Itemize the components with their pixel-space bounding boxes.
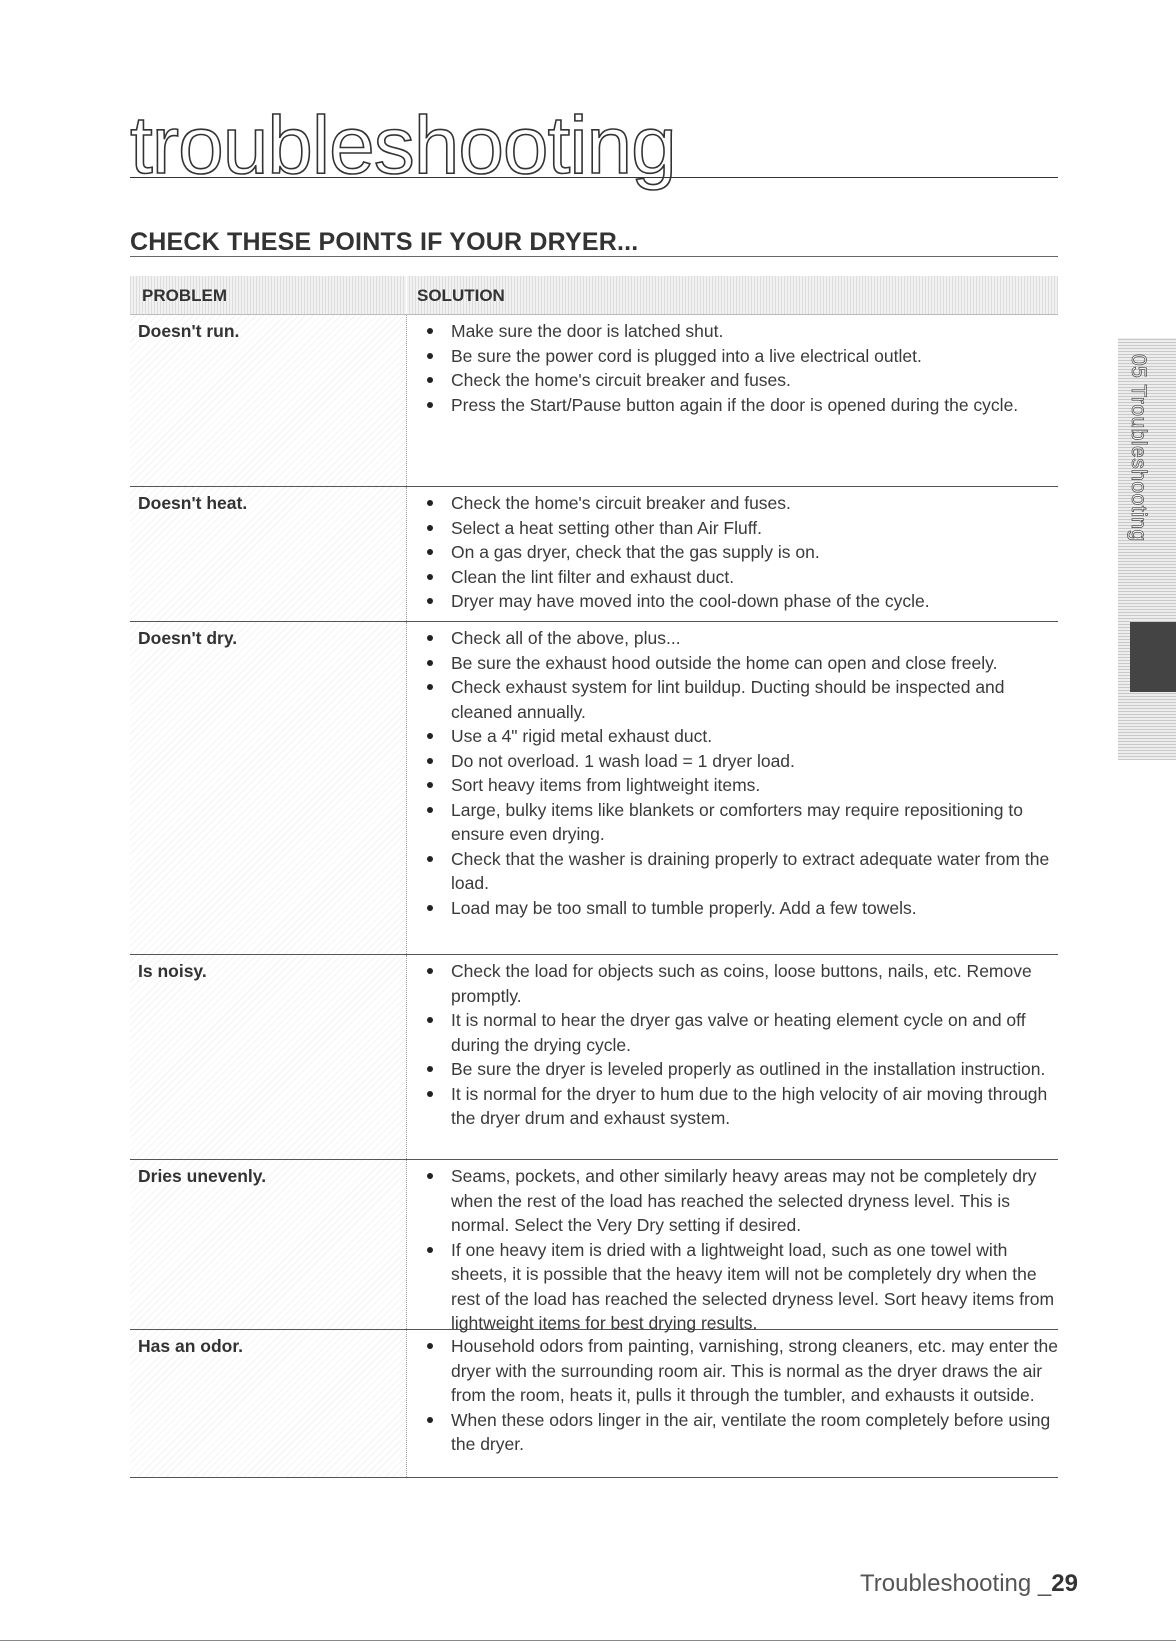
page-footer bbox=[860, 1570, 1078, 1598]
solution-item: Household odors from painting, varnishing, strong cleaners, etc. may enter the dryer with the surrounding room air. This is normal as the dryer draws the air from the room, heats it, pulls it through the tumbler, and exhausts it outside. bbox=[423, 1334, 1058, 1408]
solution-item: If one heavy item is dried with a lightweight load, such as one towel with sheets, it is possible that the heavy item will not be completely dry when the rest of the load has reached the selected dryness level. Sort heavy items from lightweight items for best drying results. bbox=[423, 1238, 1058, 1336]
page-title: troubleshooting bbox=[130, 100, 676, 191]
table-body bbox=[130, 315, 1058, 1478]
solution-list bbox=[423, 319, 1058, 417]
table-row bbox=[130, 1330, 1058, 1478]
solution-item: Be sure the dryer is leveled properly as outlined in the installation instruction. bbox=[423, 1057, 1058, 1082]
table-row bbox=[130, 955, 1058, 1160]
solution-item: Be sure the power cord is plugged into a live electrical outlet. bbox=[423, 344, 1058, 369]
problem-cell: Has an odor. bbox=[130, 1330, 407, 1477]
solution-item: Make sure the door is latched shut. bbox=[423, 319, 1058, 344]
section-heading: CHECK THESE POINTS IF YOUR DRYER... bbox=[130, 228, 639, 256]
solution-item: On a gas dryer, check that the gas supply is on. bbox=[423, 540, 1058, 565]
title-divider bbox=[130, 177, 1058, 178]
section-divider bbox=[130, 256, 1058, 257]
solution-cell bbox=[407, 955, 1058, 1159]
problem-cell: Is noisy. bbox=[130, 955, 407, 1159]
solution-item: Check that the washer is draining properly to extract adequate water from the load. bbox=[423, 847, 1058, 896]
solution-item: It is normal for the dryer to hum due to the high velocity of air moving through the dryer drum and exhaust system. bbox=[423, 1082, 1058, 1131]
page-bottom-rule bbox=[0, 1640, 1176, 1641]
solution-item: Sort heavy items from lightweight items. bbox=[423, 773, 1058, 798]
solution-item: Do not overload. 1 wash load = 1 dryer load. bbox=[423, 749, 1058, 774]
solution-cell bbox=[407, 487, 1058, 621]
solution-cell bbox=[407, 622, 1058, 954]
solution-item: Press the Start/Pause button again if the door is opened during the cycle. bbox=[423, 393, 1058, 418]
solution-cell bbox=[407, 1160, 1058, 1333]
solution-item: Check the home's circuit breaker and fuses. bbox=[423, 368, 1058, 393]
table-row bbox=[130, 1160, 1058, 1333]
problem-cell: Doesn't dry. bbox=[130, 622, 407, 954]
solution-list bbox=[423, 1334, 1058, 1457]
header-problem: PROBLEM bbox=[130, 276, 407, 314]
page-number: 29 bbox=[1051, 1570, 1078, 1597]
troubleshooting-table bbox=[130, 276, 1058, 1478]
solution-item: Clean the lint filter and exhaust duct. bbox=[423, 565, 1058, 590]
solution-list bbox=[423, 1164, 1058, 1336]
table-row bbox=[130, 315, 1058, 487]
solution-cell bbox=[407, 315, 1058, 486]
solution-item: Check exhaust system for lint buildup. Ducting should be inspected and cleaned annually. bbox=[423, 675, 1058, 724]
solution-item: Use a 4" rigid metal exhaust duct. bbox=[423, 724, 1058, 749]
solution-item: Seams, pockets, and other similarly heavy areas may not be completely dry when the rest of the load has reached the selected dryness level. This is normal. Select the Very Dry setting if desired. bbox=[423, 1164, 1058, 1238]
solution-item: Check the load for objects such as coins, loose buttons, nails, etc. Remove promptly. bbox=[423, 959, 1058, 1008]
problem-cell: Doesn't run. bbox=[130, 315, 407, 486]
solution-cell bbox=[407, 1330, 1058, 1477]
table-header bbox=[130, 276, 1058, 315]
solution-item: Dryer may have moved into the cool-down phase of the cycle. bbox=[423, 589, 1058, 614]
solution-item: Load may be too small to tumble properly. Add a few towels. bbox=[423, 896, 1058, 921]
solution-item: Be sure the exhaust hood outside the home can open and close freely. bbox=[423, 651, 1058, 676]
solution-item: Check the home's circuit breaker and fuses. bbox=[423, 491, 1058, 516]
solution-item: It is normal to hear the dryer gas valve or heating element cycle on and off during the drying cycle. bbox=[423, 1008, 1058, 1057]
solution-item: Select a heat setting other than Air Fluff. bbox=[423, 516, 1058, 541]
problem-cell: Doesn't heat. bbox=[130, 487, 407, 621]
solution-list bbox=[423, 959, 1058, 1131]
footer-label: Troubleshooting _ bbox=[860, 1570, 1052, 1597]
solution-item: When these odors linger in the air, ventilate the room completely before using the dryer. bbox=[423, 1408, 1058, 1457]
solution-list bbox=[423, 626, 1058, 920]
chapter-marker bbox=[1130, 622, 1176, 692]
solution-list bbox=[423, 491, 1058, 614]
header-solution: SOLUTION bbox=[417, 286, 505, 305]
table-row bbox=[130, 622, 1058, 955]
problem-cell: Dries unevenly. bbox=[130, 1160, 407, 1329]
solution-item: Check all of the above, plus... bbox=[423, 626, 1058, 651]
chapter-tab-label: 05 Troubleshooting bbox=[1127, 354, 1150, 542]
solution-item: Large, bulky items like blankets or comforters may require repositioning to ensure even drying. bbox=[423, 798, 1058, 847]
table-row bbox=[130, 487, 1058, 622]
